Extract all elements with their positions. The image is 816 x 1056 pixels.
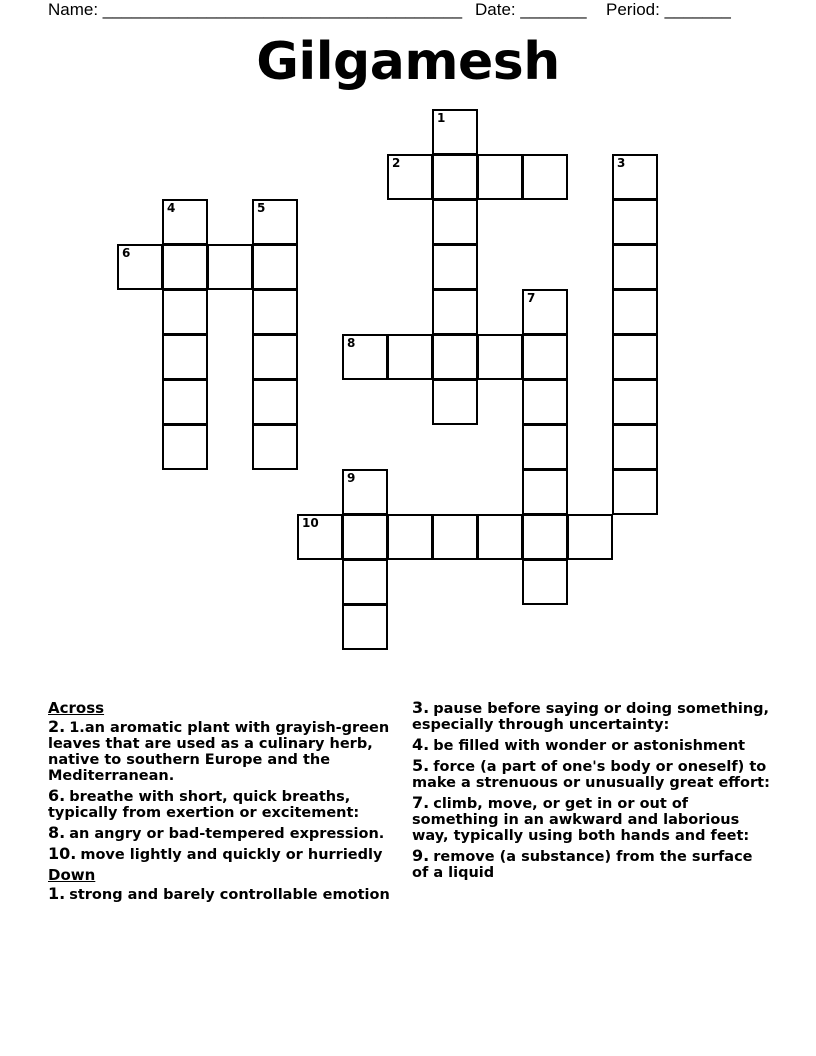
- crossword-cell[interactable]: [522, 469, 568, 515]
- clue-text: an angry or bad-tempered expression.: [69, 826, 385, 842]
- clue-item: [48, 719, 403, 784]
- crossword-cell[interactable]: [522, 514, 568, 560]
- crossword-cell[interactable]: [432, 154, 478, 200]
- crossword-cell[interactable]: [342, 604, 388, 650]
- crossword-cell[interactable]: [252, 379, 298, 425]
- crossword-cell[interactable]: [612, 154, 658, 200]
- clue-item: [48, 846, 403, 863]
- clue-text: 1.an aromatic plant with grayish-green leaves that are used as a culinary herb, native to southern Europe and the Mediterranean.: [48, 720, 390, 784]
- clue-number: 9.: [412, 846, 430, 865]
- crossword-cell[interactable]: [117, 244, 163, 290]
- crossword-cell[interactable]: [432, 244, 478, 290]
- clue-text: strong and barely controllable emotion: [69, 887, 390, 903]
- page-title: Gilgamesh: [256, 32, 560, 92]
- clues-column-right: [412, 700, 772, 885]
- crossword-cell[interactable]: [342, 514, 388, 560]
- crossword-cell[interactable]: [432, 379, 478, 425]
- crossword-cell[interactable]: [567, 514, 613, 560]
- crossword-cell[interactable]: [522, 289, 568, 335]
- crossword-cell[interactable]: [612, 199, 658, 245]
- crossword-cell[interactable]: [432, 514, 478, 560]
- crossword-cell[interactable]: [297, 514, 343, 560]
- crossword-cell[interactable]: [342, 469, 388, 515]
- crossword-cell[interactable]: [162, 424, 208, 470]
- crossword-cell[interactable]: [162, 334, 208, 380]
- crossword-cell[interactable]: [522, 379, 568, 425]
- crossword-cell[interactable]: [162, 244, 208, 290]
- crossword-cell[interactable]: [612, 469, 658, 515]
- down-clue-list-right: [412, 700, 772, 881]
- clue-number: 1.: [48, 884, 66, 903]
- clue-item: [48, 825, 403, 842]
- clue-item: [412, 737, 772, 754]
- clues-column-left: [48, 700, 403, 907]
- down-clue-list-left: [48, 886, 403, 903]
- clue-text: breathe with short, quick breaths, typically from exertion or excitement:: [48, 789, 360, 821]
- crossword-cell[interactable]: [162, 289, 208, 335]
- crossword-cell[interactable]: [432, 109, 478, 155]
- clue-item: [412, 758, 772, 791]
- crossword-cell[interactable]: [387, 514, 433, 560]
- crossword-cell[interactable]: [252, 199, 298, 245]
- clue-item: [48, 788, 403, 821]
- crossword-cell[interactable]: [522, 154, 568, 200]
- clue-text: force (a part of one's body or oneself) to make a strenuous or unusually great effort:: [412, 759, 770, 791]
- down-heading: Down: [48, 866, 96, 884]
- clue-number: 10.: [48, 844, 77, 863]
- clue-item: [48, 886, 403, 903]
- crossword-cell[interactable]: [432, 199, 478, 245]
- crossword-cell[interactable]: [522, 334, 568, 380]
- crossword-cell[interactable]: [342, 334, 388, 380]
- crossword-cell[interactable]: [522, 559, 568, 605]
- across-clue-list: [48, 719, 403, 863]
- clue-text: remove (a substance) from the surface of a liquid: [412, 849, 753, 881]
- clue-text: be filled with wonder or astonishment: [433, 738, 746, 754]
- crossword-cell[interactable]: [477, 514, 523, 560]
- crossword-cell[interactable]: [387, 154, 433, 200]
- clue-number: 8.: [48, 823, 66, 842]
- crossword-cell[interactable]: [612, 244, 658, 290]
- clue-number: 3.: [412, 698, 430, 717]
- clue-number: 7.: [412, 793, 430, 812]
- clue-number-label: 2: [392, 156, 401, 170]
- name-field-label[interactable]: Name: ______________________________________: [48, 0, 463, 19]
- clue-number: 6.: [48, 786, 66, 805]
- crossword-cell[interactable]: [432, 334, 478, 380]
- clue-number-label: 1: [437, 111, 446, 125]
- crossword-cell[interactable]: [612, 334, 658, 380]
- crossword-cell[interactable]: [342, 559, 388, 605]
- date-field-label[interactable]: Date: _______: [475, 0, 587, 19]
- clue-item: [412, 700, 772, 733]
- crossword-cell[interactable]: [162, 199, 208, 245]
- clue-number: 5.: [412, 756, 430, 775]
- crossword-cell[interactable]: [522, 424, 568, 470]
- clue-number-label: 6: [122, 246, 131, 260]
- crossword-cell[interactable]: [252, 334, 298, 380]
- clue-number-label: 9: [347, 471, 356, 485]
- crossword-cell[interactable]: [252, 244, 298, 290]
- crossword-cell[interactable]: [612, 379, 658, 425]
- clue-number-label: 5: [257, 201, 266, 215]
- crossword-cell[interactable]: [252, 424, 298, 470]
- clue-item: [412, 795, 772, 844]
- crossword-cell[interactable]: [477, 334, 523, 380]
- clue-text: climb, move, or get in or out of something in an awkward and laborious way, typically using both hands and feet:: [412, 796, 750, 844]
- clue-number: 2.: [48, 717, 66, 736]
- crossword-cell[interactable]: [387, 334, 433, 380]
- clue-number-label: 7: [527, 291, 536, 305]
- crossword-cell[interactable]: [252, 289, 298, 335]
- clue-number-label: 3: [617, 156, 626, 170]
- across-heading: Across: [48, 699, 105, 717]
- clue-text: pause before saying or doing something, especially through uncertainty:: [412, 701, 770, 733]
- clue-number-label: 10: [302, 516, 319, 530]
- crossword-cell[interactable]: [207, 244, 253, 290]
- clue-item: [412, 848, 772, 881]
- clue-number-label: 4: [167, 201, 176, 215]
- crossword-cell[interactable]: [612, 424, 658, 470]
- crossword-cell[interactable]: [612, 289, 658, 335]
- clue-text: move lightly and quickly or hurriedly: [80, 847, 383, 863]
- crossword-cell[interactable]: [432, 289, 478, 335]
- clue-number: 4.: [412, 735, 430, 754]
- crossword-cell[interactable]: [477, 154, 523, 200]
- crossword-cell[interactable]: [162, 379, 208, 425]
- clue-number-label: 8: [347, 336, 356, 350]
- period-field-label[interactable]: Period: _______: [606, 0, 731, 19]
